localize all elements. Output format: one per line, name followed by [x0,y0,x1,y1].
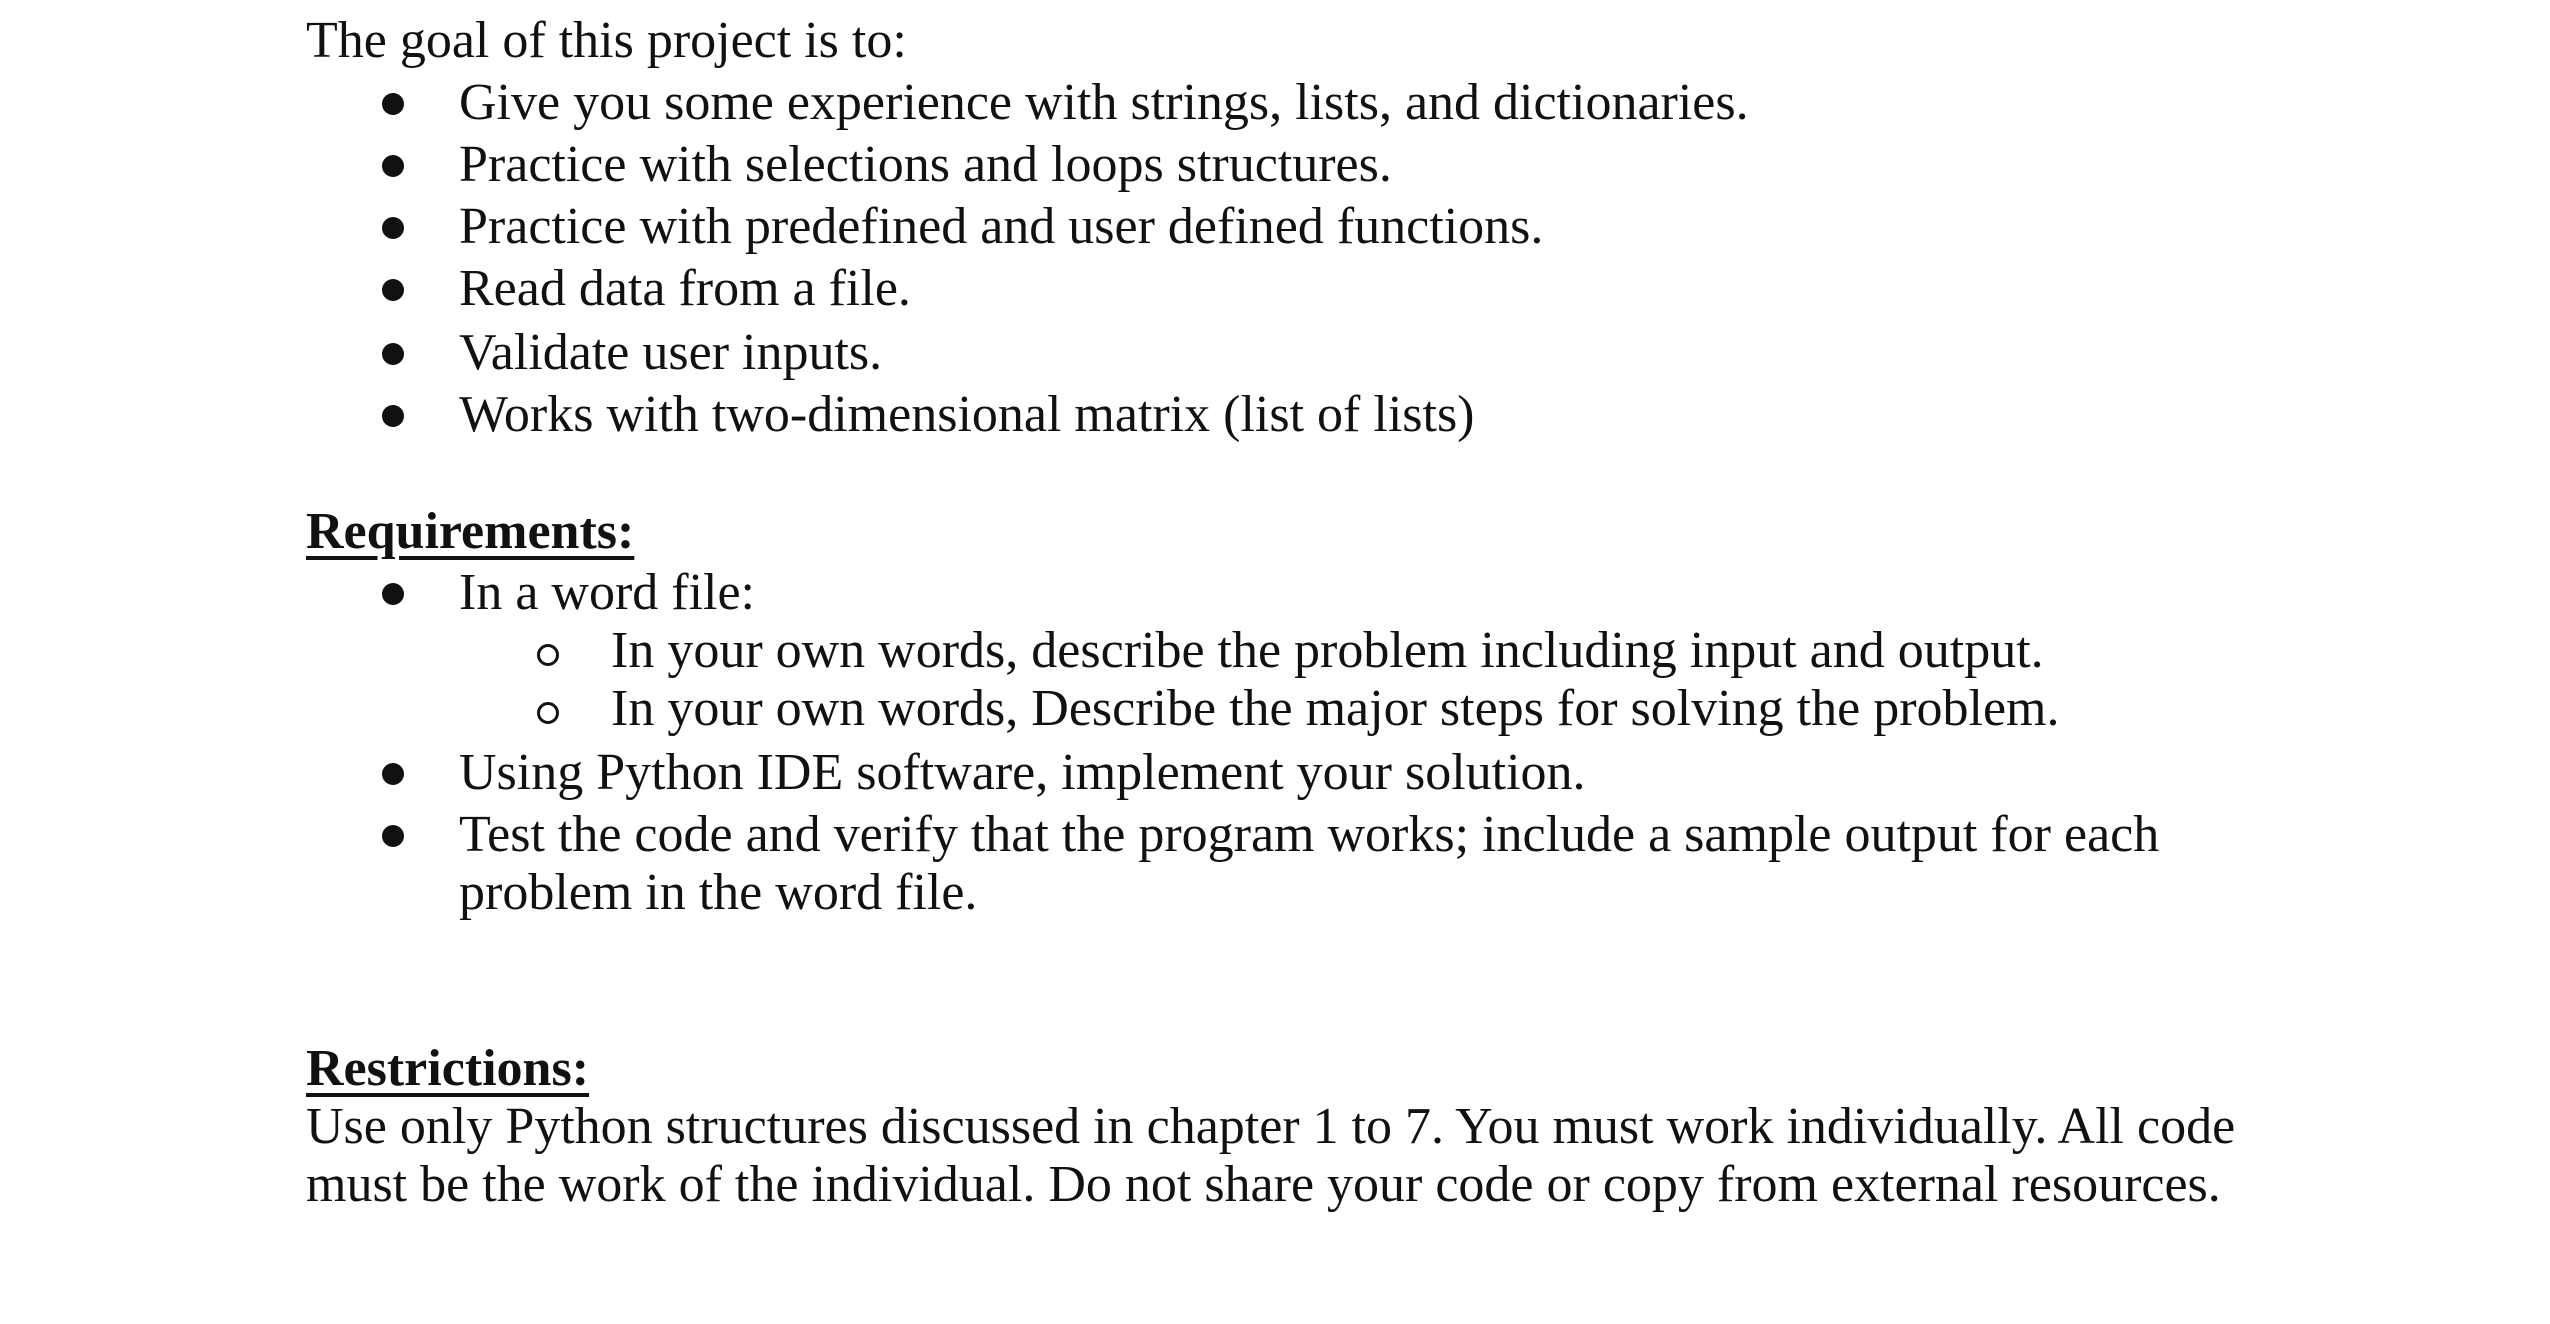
bullet-icon [382,217,404,239]
goal-text: Validate user inputs. [459,324,883,381]
bullet-icon [382,93,404,115]
goal-text: Practice with predefined and user defined functions. [459,198,1544,255]
bullet-icon [382,155,404,177]
circle-bullet-icon [537,644,559,666]
restrictions-text: Use only Python structures discussed in chapter 1 to 7. You must work individually. All code [306,1098,2236,1155]
goal-text: Works with two-dimensional matrix (list of lists) [459,386,1475,443]
requirement-text: Test the code and verify that the program works; include a sample output for each [459,806,2160,863]
intro-text: The goal of this project is to: [306,12,907,69]
requirement-text: In a word file: [459,564,756,621]
restrictions-text-continuation: must be the work of the individual. Do not share your code or copy from external resources. [306,1156,2221,1213]
bullet-icon [382,825,404,847]
requirement-text-continuation: problem in the word file. [459,864,978,921]
bullet-icon [382,343,404,365]
sub-requirement-text: In your own words, describe the problem including input and output. [611,622,2044,679]
goal-text: Give you some experience with strings, lists, and dictionaries. [459,74,1749,131]
sub-requirement-text: In your own words, Describe the major steps for solving the problem. [611,680,2060,737]
circle-bullet-icon [537,702,559,724]
restrictions-heading: Restrictions: [306,1040,590,1097]
bullet-icon [382,405,404,427]
bullet-icon [382,583,404,605]
goal-text: Read data from a file. [459,260,911,317]
goal-text: Practice with selections and loops structures. [459,136,1392,193]
requirement-text: Using Python IDE software, implement your solution. [459,744,1586,801]
requirements-heading: Requirements: [306,503,635,560]
bullet-icon [382,763,404,785]
bullet-icon [382,279,404,301]
